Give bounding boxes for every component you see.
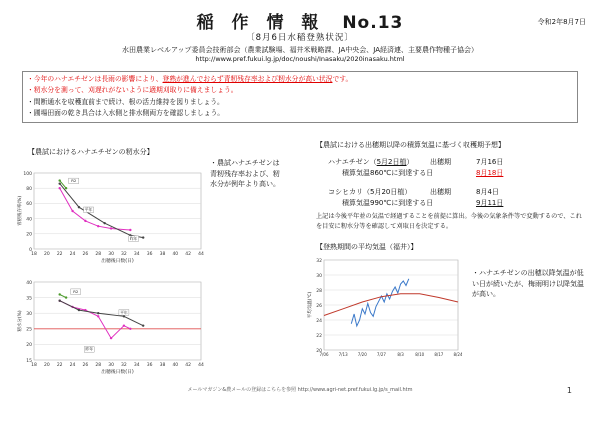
x-tick-label: 22 xyxy=(56,252,63,257)
issue-number: No.13 xyxy=(342,13,404,33)
data-point xyxy=(97,225,99,227)
y-tick-label: 30 xyxy=(316,273,322,279)
y-axis-label: 籾水分(%) xyxy=(18,310,23,332)
hana-variety: ハナエチゼン（5月2日植） xyxy=(328,158,414,166)
y-tick-label: 40 xyxy=(26,217,32,223)
data-point xyxy=(65,296,67,298)
data-point xyxy=(142,324,144,326)
data-point xyxy=(123,324,125,326)
forecast-note: 上記は今後平年並の気温で経過することを前提に算出。今後の気象条件等で変動するので、これを目安に籾水分等を確認して刈取日を決定する。 xyxy=(316,213,582,230)
y-tick-label: 80 xyxy=(26,187,32,192)
y-tick-label: 25 xyxy=(26,327,32,333)
hana-harvest-date: 8月18日 xyxy=(476,169,504,177)
series-label: 平年 xyxy=(120,309,128,315)
y-axis-label: 平均気温(℃) xyxy=(308,291,313,319)
x-tick-label: 42 xyxy=(185,363,192,368)
x-axis-label: 出穂後日数(日) xyxy=(101,259,134,264)
data-point xyxy=(78,309,80,311)
y-tick-label: 26 xyxy=(316,303,322,309)
y-tick-label: 22 xyxy=(316,333,322,339)
grain-moisture-chart xyxy=(6,268,206,378)
koshi-temp-label: 積算気温990℃に到達する日 xyxy=(342,199,434,207)
page-title xyxy=(0,8,600,33)
x-tick-label: 40 xyxy=(172,363,179,368)
y-tick-label: 28 xyxy=(316,288,322,294)
x-tick-label: 34 xyxy=(133,252,140,257)
title-text: 稲 作 情 報 xyxy=(196,13,325,33)
x-tick-label: 22 xyxy=(56,363,63,368)
y-tick-label: 15 xyxy=(26,358,32,364)
x-tick-label: 20 xyxy=(43,363,50,368)
x-tick-label: 8/3 xyxy=(397,352,404,357)
series-label: R2 xyxy=(71,178,77,184)
koshi-heading-label: 出穂期 xyxy=(430,188,451,196)
data-point xyxy=(58,300,60,302)
y-tick-label: 20 xyxy=(26,232,32,238)
data-point xyxy=(84,220,86,222)
x-tick-label: 34 xyxy=(133,363,140,368)
x-tick-label: 7/06 xyxy=(319,352,329,357)
x-tick-label: 7/27 xyxy=(376,352,386,357)
koshi-harvest-date: 9月11日 xyxy=(476,199,504,207)
x-tick-label: 8/17 xyxy=(434,352,444,357)
data-point xyxy=(110,227,112,229)
y-tick-label: 60 xyxy=(26,202,32,208)
x-tick-label: 44 xyxy=(198,252,204,257)
x-tick-label: 32 xyxy=(121,363,127,368)
y-tick-label: 40 xyxy=(26,280,32,286)
series-label: 昨年 xyxy=(129,235,138,241)
x-tick-label: 8/24 xyxy=(453,352,462,357)
y-axis-label: 青籾残存率(%) xyxy=(18,195,23,227)
page-number: 1 xyxy=(566,386,572,395)
hana-planting-date: 5月2日植 xyxy=(376,158,407,166)
notice-box xyxy=(22,71,578,123)
temperature-chart xyxy=(302,252,462,370)
x-tick-label: 7/13 xyxy=(338,352,348,357)
x-tick-label: 18 xyxy=(31,252,37,257)
series-label: 昨年 xyxy=(85,346,94,352)
x-tick-label: 24 xyxy=(69,252,76,257)
green-grain-chart xyxy=(6,157,206,265)
x-tick-label: 32 xyxy=(121,252,127,257)
issue-date: 令和2年8月7日 xyxy=(537,18,586,26)
notice-highlight: 登熟が進んでおらず青籾残存率および籾水分が高い状況 xyxy=(162,75,333,83)
notice-line-4: ・圃場田面の乾き具合は入水側と排水側両方を確認しましょう。 xyxy=(27,109,225,118)
y-tick-label: 20 xyxy=(316,348,322,354)
x-tick-label: 42 xyxy=(185,252,192,257)
x-tick-label: 24 xyxy=(69,363,76,368)
data-point xyxy=(65,187,67,189)
x-tick-label: 38 xyxy=(159,252,166,257)
koshi-heading-date: 8月4日 xyxy=(476,188,499,196)
x-tick-label: 28 xyxy=(95,252,102,257)
data-point xyxy=(78,206,80,208)
temperature-note: ・ハナエチゼンの出穂以降気温が低い日が続いたが、梅雨明け以降気温が高い。 xyxy=(472,269,584,298)
x-tick-label: 38 xyxy=(159,363,166,368)
x-tick-label: 18 xyxy=(31,363,37,368)
data-point xyxy=(71,210,73,212)
notice-line-1: ・今年のハナエチゼンは長雨の影響により、登熟が進んでおらず青籾残存率および籾水分が高い状況です。 xyxy=(27,75,353,83)
x-tick-label: 36 xyxy=(146,363,153,368)
temperature-heading: 【登熟期間の平均気温（福井）】 xyxy=(316,243,418,251)
x-tick-label: 7/20 xyxy=(357,352,367,357)
hana-temp-label: 積算気温860℃に到達する日 xyxy=(342,169,434,177)
source-url[interactable]: http://www.pref.fukui.lg.jp/doc/noushi/Inasaku/2020inasaku.html xyxy=(195,55,405,63)
footer-text[interactable]: メールマガジン&農メールの登録はこちらを参照 http://www.agri-net.pref.fukui.lg.jp/s_mail.htm xyxy=(187,387,413,393)
subtitle: 〔8月6日水稲登熟状況〕 xyxy=(246,33,354,43)
moisture-note: ・農試ハナエチゼンは青籾残存率および、籾水分が例年より高い。 xyxy=(210,159,280,188)
y-tick-label: 30 xyxy=(26,312,32,317)
y-tick-label: 35 xyxy=(26,296,32,302)
x-tick-label: 26 xyxy=(82,252,89,257)
data-point xyxy=(129,229,131,231)
x-axis-label: 出穂後日数(日) xyxy=(101,370,134,375)
data-point xyxy=(110,337,112,339)
x-tick-label: 44 xyxy=(198,363,204,368)
x-tick-label: 8/10 xyxy=(415,352,425,357)
data-point xyxy=(58,293,60,295)
y-tick-label: 0 xyxy=(29,247,32,253)
data-point xyxy=(58,179,60,181)
hana-heading-label: 出穂期 xyxy=(430,158,451,166)
series-label: 平年 xyxy=(84,207,93,212)
x-tick-label: 20 xyxy=(43,252,50,257)
data-point xyxy=(97,315,99,317)
hana-heading-date: 7月16日 xyxy=(476,158,504,166)
data-point xyxy=(103,222,105,224)
koshi-variety: コシヒカリ（5月20日植） xyxy=(328,188,412,196)
notice-line-2: ・籾水分を測って、刈遅れがないように適期刈取りに備えましょう。 xyxy=(27,86,238,95)
data-point xyxy=(58,187,60,189)
y-tick-label: 24 xyxy=(316,318,322,324)
data-point xyxy=(58,182,60,184)
x-tick-label: 28 xyxy=(95,363,102,368)
notice-line-3: ・間断通水を収穫直前まで続け、根の活力維持を図りましょう。 xyxy=(27,97,224,106)
y-tick-label: 100 xyxy=(23,171,32,177)
issuer-line: 水田農業レベルアップ委員会技術部会（農業試験場、福井米戦略課、JA中央会、JA経済連、主要農作物種子協会） xyxy=(122,46,478,54)
moisture-heading: 【農試におけるハナエチゼンの籾水分】 xyxy=(28,148,154,156)
y-tick-label: 20 xyxy=(26,343,32,349)
x-tick-label: 36 xyxy=(146,252,153,257)
x-tick-label: 26 xyxy=(82,363,89,368)
data-point xyxy=(142,236,144,238)
forecast-heading: 【農試における出穂期以降の積算気温に基づく収穫期予想】 xyxy=(316,141,505,149)
x-tick-label: 30 xyxy=(108,252,114,257)
x-tick-label: 40 xyxy=(172,252,179,257)
series-label: R2 xyxy=(73,288,79,294)
data-point xyxy=(123,315,125,317)
data-point xyxy=(97,312,99,314)
y-tick-label: 32 xyxy=(316,258,322,264)
x-tick-label: 30 xyxy=(108,363,114,368)
data-point xyxy=(129,328,131,330)
